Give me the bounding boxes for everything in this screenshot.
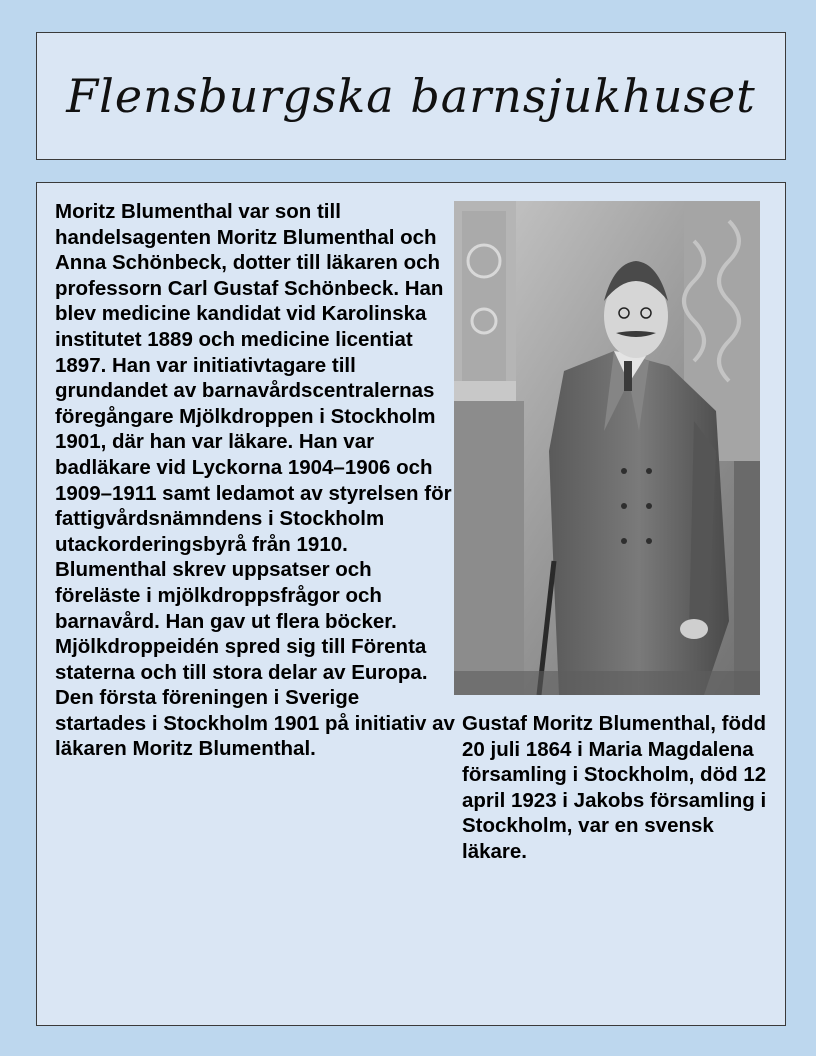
photo-caption: Gustaf Moritz Blumenthal, född 20 juli 1864 i Maria Magdalena församling i Stockholm, död 12 april 1923 i Jakobs församling i Stockholm, var en svensk läkare. [462, 712, 767, 863]
title-banner [36, 32, 786, 160]
portrait-photo [454, 201, 760, 695]
content-panel [36, 182, 786, 1026]
page-title: Flensburgska barnsjukhuset [66, 69, 756, 123]
biography-text: Moritz Blumenthal var son till handelsagenten Moritz Blumenthal och Anna Schönbeck, dotter till läkaren och professorn Carl Gustaf Schönbeck. Han blev medicine kandidat vid Karolinska institutet 1889 och medicine licentiat 1897. Han var initiativtagare till grundandet av barnavårdscentralernas föregångare Mjölkdroppen i Stockholm 1901, där han var läkare. Han var badläkare vid Lyckorna 1904–1906 och 1909–1911 samt ledamot av styrelsen för fattigvårdsnämndens i Stockholm utackorderingsbyrå från 1910. Blumenthal skrev uppsatser och föreläste i mjölkdroppsfrågor och barnavård. Han gav ut flera böcker. Mjölkdroppeidén spred sig till Förenta staterna och till stora delar av Europa. Den första föreningen i Sverige startades i Stockholm 1901 på initiativ av läkaren Moritz Blumenthal. [55, 200, 455, 761]
